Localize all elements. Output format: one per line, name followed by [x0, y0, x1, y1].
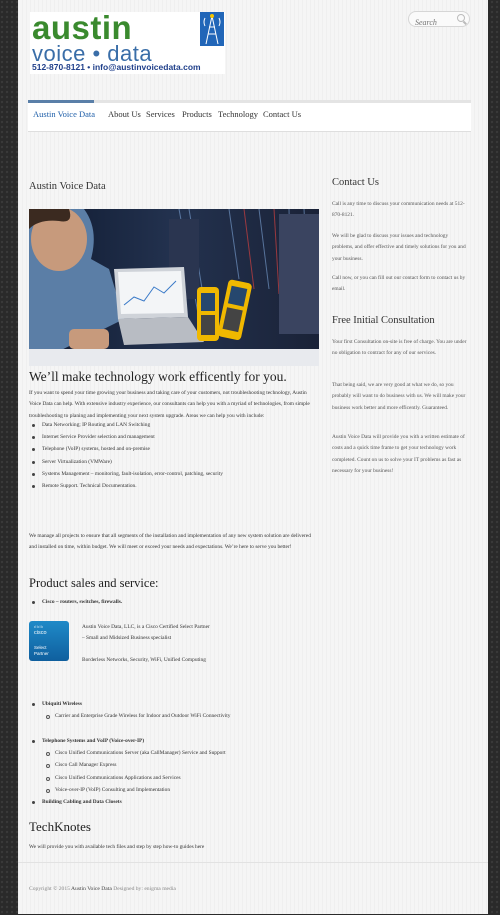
list-item: Telephone (VoIP) systems, hosted and on-premise	[29, 443, 319, 455]
designed-by-label: Designed by:	[113, 886, 143, 892]
cisco-areas-text: Borderless Networks, Security, WiFi, Unified Computing	[82, 657, 206, 663]
ubiquiti-list	[29, 698, 319, 722]
headline: We’ll make technology work efficently for you.	[29, 369, 287, 384]
page	[18, 0, 488, 914]
page-title: Austin Voice Data	[29, 181, 106, 192]
designer-link[interactable]: enigma media	[144, 886, 176, 892]
footer-text	[29, 886, 176, 892]
list-item: Cisco – routers, switches, firewalls.	[29, 596, 319, 608]
cisco-list	[29, 596, 319, 608]
list-item: Voice-over-IP (VoIP) Consulting and Implementation	[29, 784, 319, 796]
telephone-list	[29, 735, 319, 808]
list-item: Cisco Call Manager Express	[29, 759, 319, 771]
projects-paragraph: We manage all projects to ensure that all segments of the installation and implementation of any new system solution are delivered and installed on time, within budget. We will meet or exceed your needs and expectations. We’re here to serve you better!	[29, 533, 311, 551]
hero-image-technician-laptop	[29, 209, 319, 366]
logo-contact-line: 512-870-8121 • info@austinvoicedata.com	[32, 62, 201, 72]
footer	[18, 862, 488, 915]
search-icon[interactable]	[457, 14, 465, 22]
cisco-select-partner-badge	[29, 621, 69, 661]
techknotes-text: We will provide you with available tech files and step by step how-to guides here	[29, 844, 205, 850]
list-item: Systems Management – monitoring, fault-isolation, error-control, patching, security	[29, 468, 319, 480]
contact-paragraph-2: We will be glad to discuss your issues and technology problems, and offer effective and timely solutions for you and your business.	[332, 233, 466, 262]
nav-item-services[interactable]: Services	[146, 109, 175, 119]
footer-site-link[interactable]: Austin Voice Data	[71, 886, 112, 892]
contact-heading: Contact Us	[332, 177, 379, 188]
radio-tower-icon	[200, 12, 224, 46]
cisco-partner-text: Austin Voice Data, LLC, is a Cisco Certified Select Partner	[82, 624, 210, 630]
logo-wordmark-voice-data: voice • data	[32, 41, 153, 66]
consultation-paragraph-1: Your first Consultation on-site is free of charge. You are under no obligation to contract for any of our services.	[332, 339, 467, 357]
intro-paragraph: If you want to spend your time growing your business and taking care of your customers, not troubleshooting technology, Austin Voice Data can help. With extensive industry experience, our consultants can help you with a myriad of technologies, from simple troubleshooting to planing and implementing your next system upgrade. Areas we can help you with include:	[29, 390, 310, 419]
contact-paragraph-1: Call is any time to discuss your communication needs at 512-870-8121.	[332, 201, 465, 219]
active-nav-indicator	[28, 100, 94, 103]
nav-item-technology[interactable]: Technology	[218, 109, 259, 119]
contact-paragraph-3: Call now, or you can fill out our contact form to contact us by email.	[332, 275, 466, 293]
cisco-wordmark: cisco	[34, 630, 47, 636]
copyright-text: Copyright © 2015	[29, 886, 70, 892]
list-item: Remote Support. Technical Documentation.	[29, 480, 319, 492]
search-box[interactable]	[408, 11, 470, 27]
list-item: Telephone Systems and VoIP (Voice-over-IP)	[29, 735, 319, 747]
list-item: Server Virtualization (VMWare)	[29, 456, 319, 468]
list-item: Cisco Unified Communications Server (aka CallManager) Service and Support	[29, 747, 319, 759]
badge-line-partner: Partner	[34, 651, 49, 656]
nav-item-home[interactable]: Austin Voice Data	[33, 109, 96, 119]
nav-item-products[interactable]: Products	[182, 109, 212, 119]
badge-line-select: Select	[34, 645, 47, 650]
list-item: Cisco Unified Communications Applications and Services	[29, 772, 319, 784]
nav-item-about-us[interactable]: About Us	[108, 109, 141, 119]
site-logo[interactable]	[30, 9, 225, 74]
cisco-smb-text: – Small and Midsized Business specialist	[82, 635, 172, 641]
consultation-paragraph-3: Austin Voice Data will provide you with a written estimate of costs and a quick time frame to get your technology work completed. Count on us to solve your IT problems as fast as necessary for your business!	[332, 434, 465, 474]
list-item: Ubiquiti Wireless	[29, 698, 319, 710]
main-navigation	[28, 100, 471, 132]
products-heading: Product sales and service:	[29, 576, 159, 590]
list-item: Internet Service Provider selection and management	[29, 431, 319, 443]
consultation-paragraph-2: That being said, we are very good at what we do, so you probably will want to do business with us. We will make your business work better and more efficently. Guaranteed.	[332, 382, 466, 411]
logo-wordmark-austin: austin	[32, 9, 133, 46]
nav-item-contact-us[interactable]: Contact Us	[263, 109, 302, 119]
search-input[interactable]	[409, 16, 459, 29]
list-item: Building Cabling and Data Closets	[29, 796, 319, 808]
techknotes-heading: TechKnotes	[29, 819, 91, 834]
areas-list	[29, 419, 319, 492]
consultation-heading: Free Initial Consultation	[332, 315, 435, 326]
cisco-bars-icon: ıllıllı	[34, 625, 44, 629]
list-item: Carrier and Enterprise Grade Wireless for Indoor and Outdoor WiFi Connectivity	[29, 710, 319, 722]
list-item: Data Networking; IP Routing and LAN Switching	[29, 419, 319, 431]
